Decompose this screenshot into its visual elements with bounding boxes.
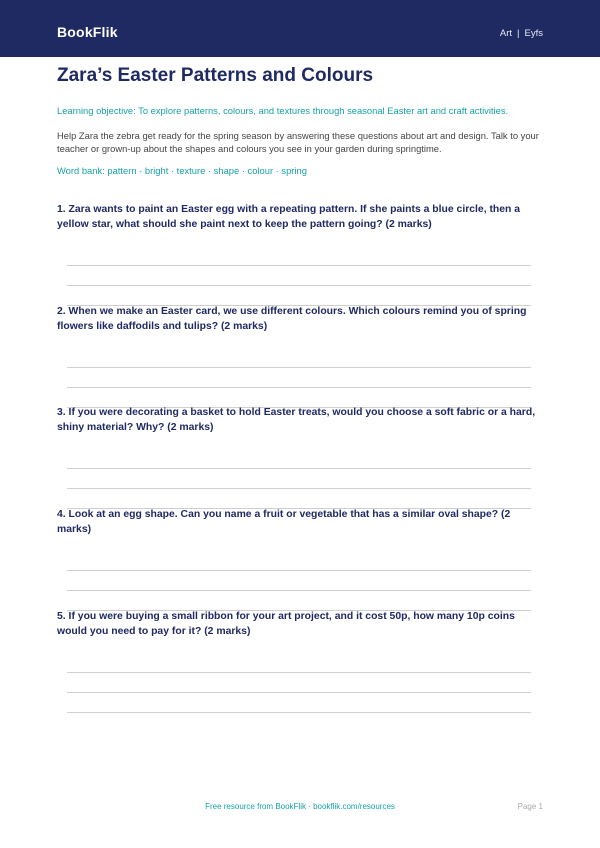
worksheet-intro: [57, 64, 543, 177]
page-number: Page 1: [517, 802, 543, 811]
answer-line[interactable]: [67, 712, 531, 713]
answer-line[interactable]: [67, 367, 531, 368]
question-text: 4. Look at an egg shape. Can you name a fruit or vegetable that has a similar oval shape? (2 marks): [57, 509, 511, 535]
learning-objective: Learning objective: To explore patterns, colours, and textures through seasonal Easter art and craft activities.: [57, 105, 509, 116]
page-footer: [0, 802, 600, 816]
level-label: Eyfs: [524, 28, 543, 39]
word-bank: Word bank: pattern · bright · texture · shape · colour · spring: [57, 165, 307, 176]
question-text: 3. If you were decorating a basket to hold Easter treats, would you choose a soft fabric or a hard, shiny material? Why? (2 marks): [57, 407, 536, 433]
subject-level: [500, 28, 543, 39]
meta-separator: |: [517, 28, 520, 39]
answer-line[interactable]: [67, 672, 531, 673]
question-5: [57, 609, 543, 639]
subject-label: Art: [499, 28, 513, 39]
answer-line[interactable]: [67, 488, 531, 489]
answer-line[interactable]: [67, 570, 531, 571]
answer-line[interactable]: [67, 387, 531, 388]
answer-line[interactable]: [67, 590, 531, 591]
page-header: [0, 0, 600, 57]
question-text: 2. When we make an Easter card, we use different colours. Which colours remind you of spring flowers like daffodils and tulips? (2 marks): [57, 306, 527, 332]
question-2: [57, 304, 543, 334]
brand-logo[interactable]: BookFlik: [57, 24, 118, 40]
page-title: Zara’s Easter Patterns and Colours: [57, 65, 374, 86]
answer-line[interactable]: [67, 265, 531, 266]
question-4: [57, 507, 543, 537]
question-3: [57, 405, 543, 435]
answer-line[interactable]: [67, 468, 531, 469]
question-1: [57, 202, 543, 232]
answer-line[interactable]: [67, 692, 531, 693]
answer-line[interactable]: [67, 285, 531, 286]
footer-link[interactable]: Free resource from BookFlik · bookflik.com/resources: [205, 802, 395, 811]
intro-text: Help Zara the zebra get ready for the spring season by answering these questions about art and design. Talk to your teacher or grown-up about the shapes and colours you see in your garden during springtime.: [57, 130, 539, 154]
question-text: 5. If you were buying a small ribbon for your art project, and it cost 50p, how many 10p coins would you need to pay for it? (2 marks): [57, 611, 515, 637]
question-text: 1. Zara wants to paint an Easter egg with a repeating pattern. If she paints a blue circle, then a yellow star, what should she paint next to keep the pattern going? (2 marks): [57, 204, 521, 230]
